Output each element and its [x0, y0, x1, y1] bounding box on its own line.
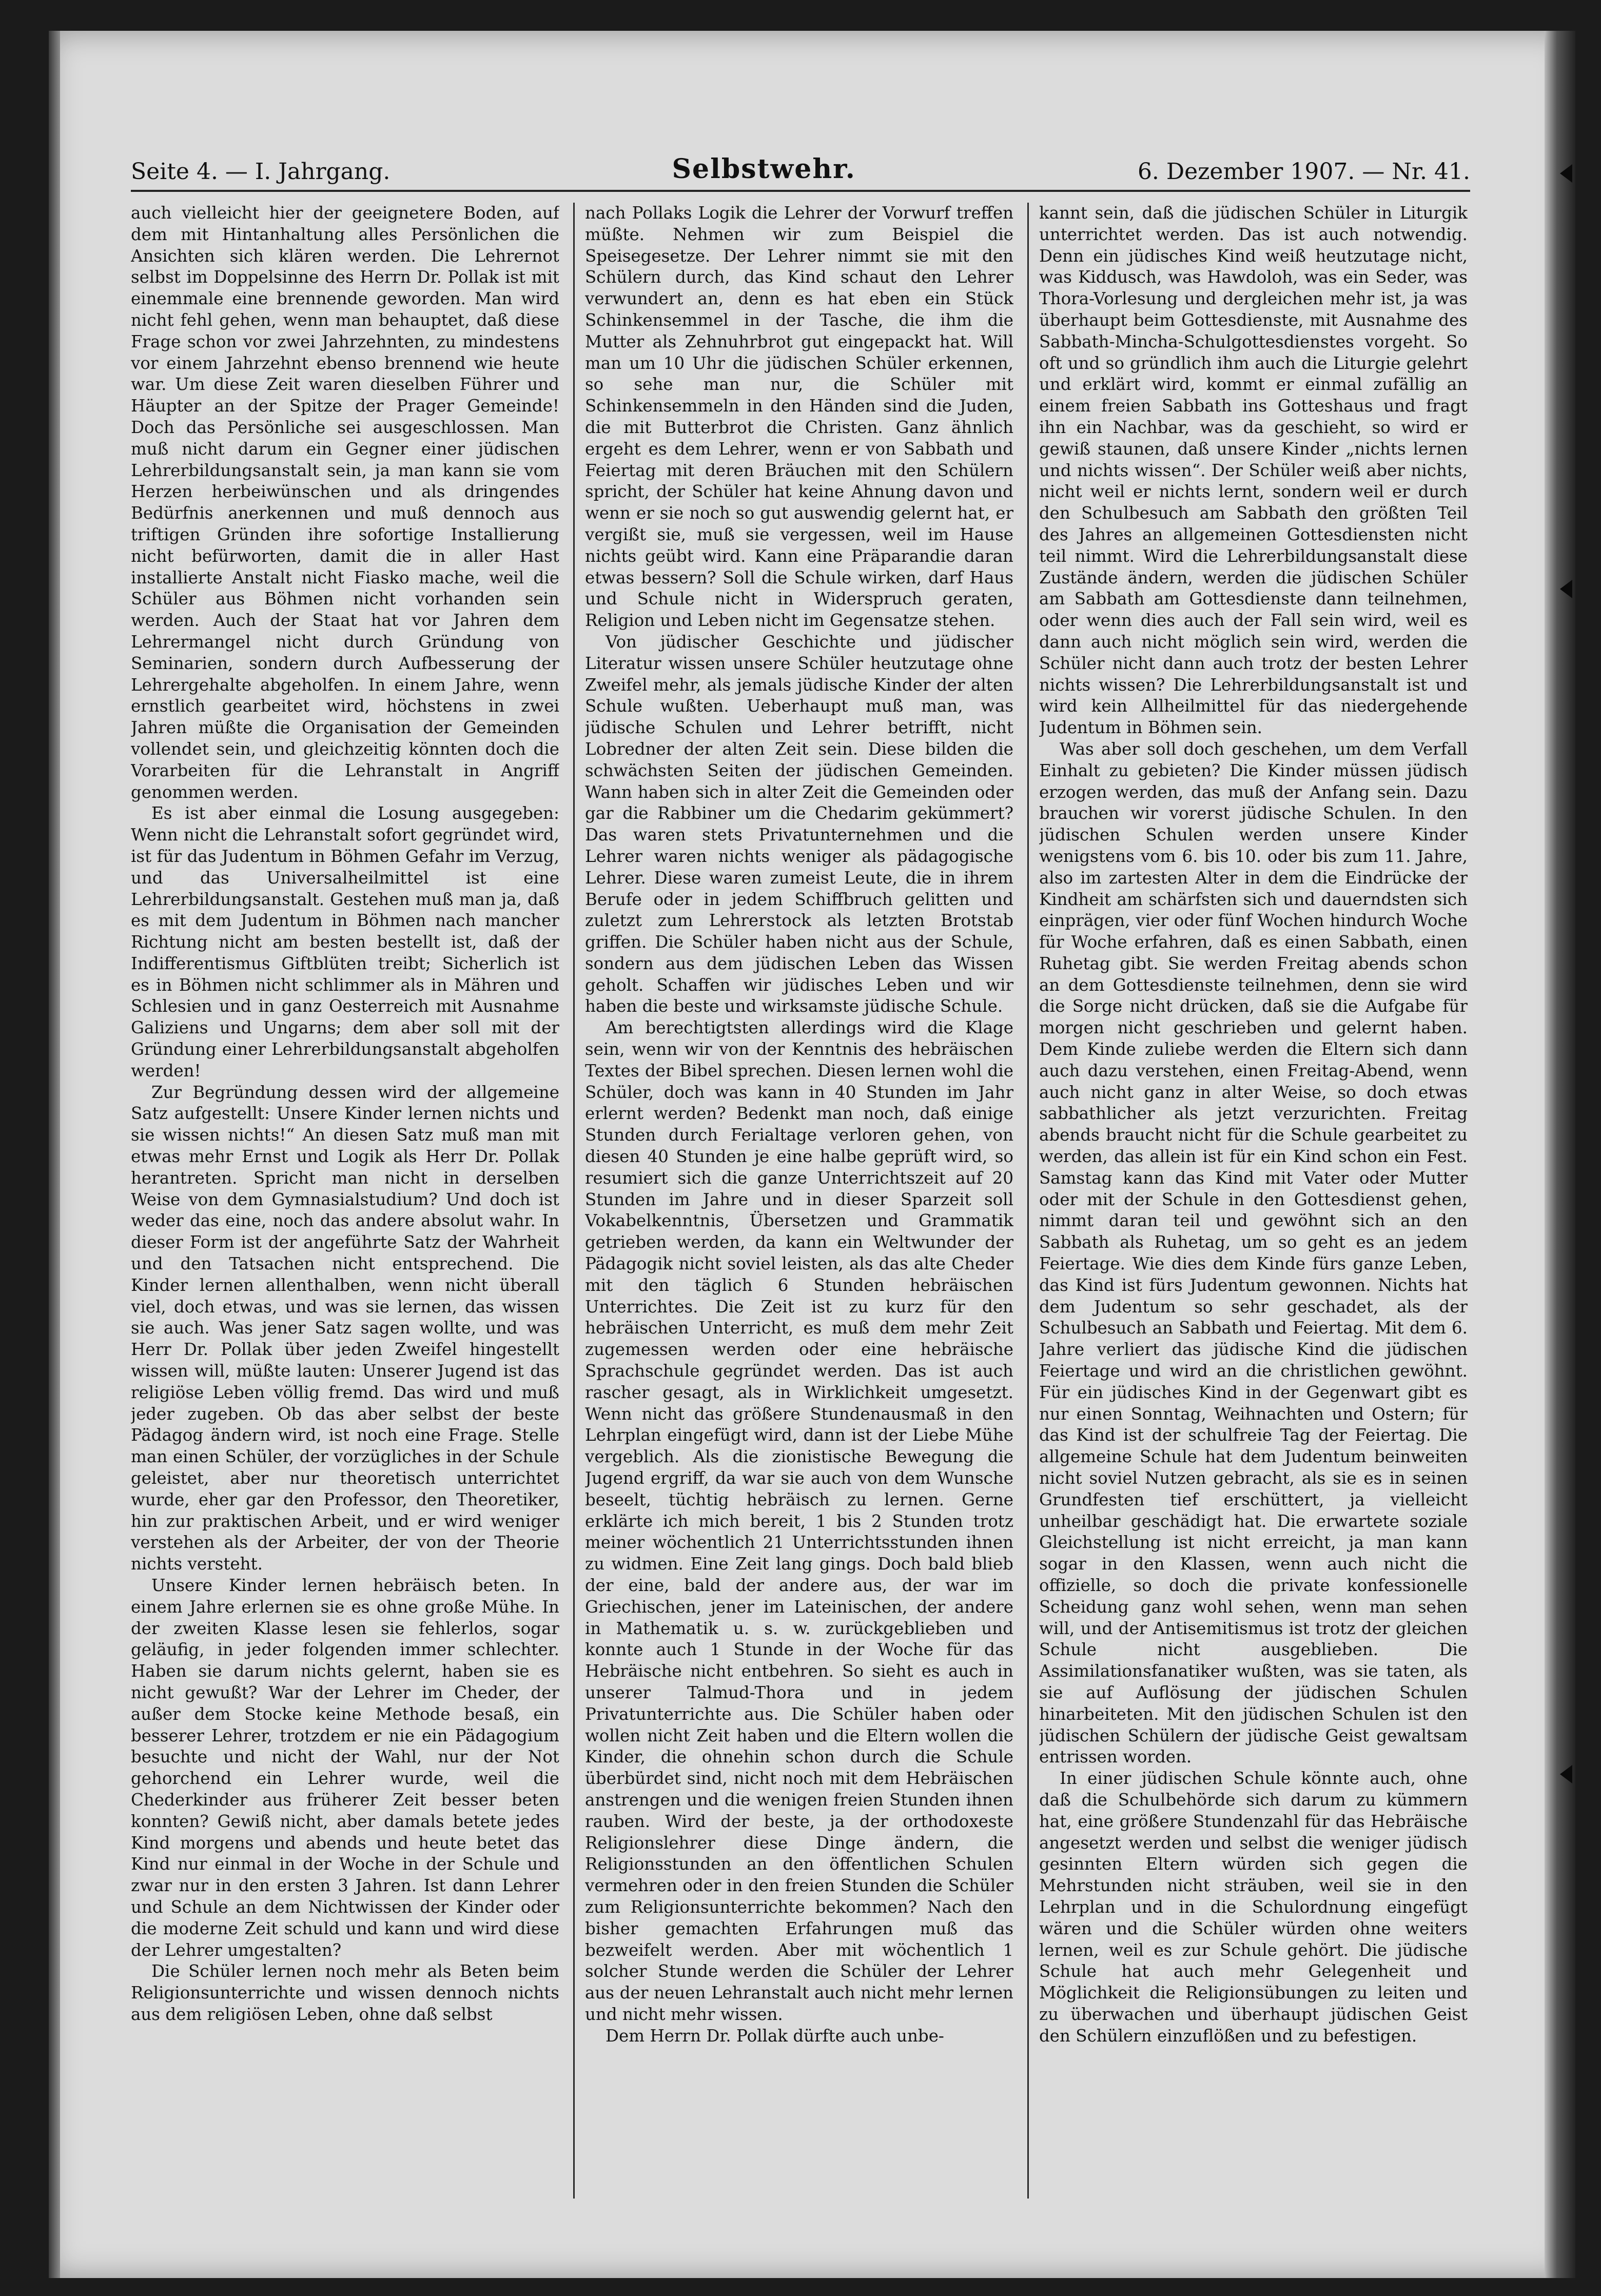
- header-rule: [131, 190, 1470, 192]
- binding-notch-icon: [1560, 580, 1572, 598]
- paragraph: In einer jüdischen Schule könnte auch, ohne daß die Schulbehörde sich darum zu kümmern hat, eine größere Stundenzahl für das Hebräische angesetzt werden und selbst die weniger jüdisch gesinnten Eltern würden sich gegen die Mehrstunden nicht sträuben, weil sie in den Lehrplan und in die Schulordnung eingefügt wären und die Schüler würden ohne weiters lernen, weil es zur Schule gehört. Die jüdische Schule hat auch mehr Gelegenheit und Möglichkeit die Religionsübungen zu leiten und zu überwachen und überhaupt jüdischen Geist den Schülern einzuflößen und zu befestigen.: [1039, 1769, 1468, 2046]
- binding-notch-icon: [1560, 164, 1572, 183]
- masthead-title: Selbstwehr.: [672, 153, 856, 185]
- page-left-edge: [49, 31, 60, 2278]
- column-divider: [1027, 203, 1029, 2199]
- header-page-info: Seite 4. — I. Jahrgang.: [131, 159, 391, 185]
- paragraph: Die Schüler lernen noch mehr als Beten beim Religionsunterrichte und wissen dennoch nichts aus dem religiösen Leben, ohne daß selbst: [131, 1961, 559, 2024]
- paragraph: nach Pollaks Logik die Lehrer der Vorwurf treffen müßte. Nehmen wir zum Beispiel die Speisegesetze. Der Lehrer nimmt sie mit den Schülern durch, das Kind schaut den Lehrer verwundert an, denn es hat eben ein Stück Schinkensemmel in der Tasche, die ihm die Mutter als Zehnuhrbrot gut eingepackt hat. Will man um 10 Uhr die jüdischen Schüler erkennen, so sehe man nur, die Schüler mit Schinkensemmeln in den Händen sind die Juden, die mit Butterbrot die Christen. Ganz ähnlich ergeht es dem Lehrer, wenn er von Sabbath und Feiertag mit deren Bräuchen mit den Schülern spricht, der Schüler hat keine Ahnung davon und wenn er sie noch so gut auswendig gelernt hat, er vergißt sie, muß sie vergessen, weil im Hause nichts geübt wird. Kann eine Präparandie daran etwas bessern? Soll die Schule wirken, darf Haus und Schule nicht in Widerspruch geraten, Religion und Leben nicht im Gegensatze stehen.: [585, 203, 1013, 631]
- binding-notch-icon: [1560, 1765, 1572, 1783]
- paragraph: Es ist aber einmal die Losung ausgegeben: Wenn nicht die Lehranstalt sofort gegründet wird, ist für das Judentum in Böhmen Gefahr im Verzug, und das Universalheilmittel ist eine Lehrerbildungsanstalt. Gestehen muß man ja, daß es mit dem Judentum in Böhmen nach mancher Richtung nicht am besten bestellt ist, daß der Indifferentismus Giftblüten treibt; Sicherlich ist es in Böhmen nicht schlimmer als in Mähren und Schlesien und in ganz Oesterreich mit Ausnahme Galiziens und Ungarns; dem aber soll mit der Gründung einer Lehrerbildungsanstalt abgeholfen werden!: [131, 803, 559, 1081]
- paragraph: Am berechtigtsten allerdings wird die Klage sein, wenn wir von der Kenntnis des hebräischen Textes der Bibel sprechen. Diesen lernen wohl die Schüler, doch was kann in 40 Stunden im Jahr erlernt werden? Bedenkt man noch, daß einige Stunden durch Ferialtage verloren gehen, von diesen 40 Stunden je eine halbe geprüft wird, so resumiert sich die ganze Unterrichtszeit auf 20 Stunden im Jahre und in dieser Sparzeit soll Vokabelkenntnis, Übersetzen und Grammatik getrieben werden, da kann ein Weltwunder der Pädagogik nicht soviel leisten, als das alte Cheder mit den täglich 6 Stunden hebräischen Unterrichtes. Die Zeit ist zu kurz für den hebräischen Unterricht, es muß dem mehr Zeit zugemessen werden oder eine hebräische Sprachschule gegründet werden. Das ist auch rascher gesagt, als in Wirklichkeit umgesetzt. Wenn nicht das größere Stundenausmaß in den Lehrplan eingefügt wird, dann ist der Liebe Mühe vergeblich. Als die zionistische Bewegung die Jugend ergriff, da war sie auch von dem Wunsche beseelt, tüchtig hebräisch zu lernen. Gerne erklärte ich mich bereit, 1 bis 2 Stunden trotz meiner wöchentlich 21 Unterrichtsstunden ihnen zu widmen. Eine Zeit lang gings. Doch bald blieb der eine, bald der andere aus, der war im Griechischen, jener im Lateinischen, der andere in Mathematik u. s. w. zurückgeblieben und konnte auch 1 Stunde in der Woche für das Hebräische nicht entbehren. So sieht es auch in unserer Talmud-Thora und in jedem Privatunterrichte aus. Die Schüler haben oder wollen nicht Zeit haben und die Eltern wollen die Kinder, die ohnehin schon durch die Schule überbürdet sind, nicht noch mit dem Hebräischen anstrengen und die wenigen freien Stunden ihnen rauben. Wird der beste, ja der orthodoxeste Religionslehrer diese Dinge ändern, die Religionsstunden an den öffentlichen Schulen vermehren oder in den freien Stunden die Schüler zum Religionsunterrichte bekommen? Nach den bisher gemachten Erfahrungen muß das bezweifelt werden. Aber mit wöchentlich 1 solcher Stunde werden die Schüler der Lehrer aus der neuen Lehranstalt auch nicht mehr lernen und nicht mehr wissen.: [585, 1018, 1013, 2024]
- article-column-2: [585, 203, 1013, 2199]
- paragraph: auch vielleicht hier der geeignetere Boden, auf dem mit Hintanhaltung alles Persönlichen die Ansichten sich klären werden. Die Lehrernot selbst im Doppelsinne des Herrn Dr. Pollak ist mit einemmale eine brennende geworden. Man wird nicht fehl gehen, wenn man behauptet, daß diese Frage schon vor zwei Jahrzehnten, zu mindestens vor einem Jahrzehnt ebenso brennend wie heute war. Um diese Zeit waren dieselben Führer und Häupter an der Spitze der Prager Gemeinde! Doch das Persönliche sei ausgeschlossen. Man muß nicht darum ein Gegner einer jüdischen Lehrerbildungsanstalt sein, ja man kann sie vom Herzen herbeiwünschen und als dringendes Bedürfnis anerkennen und muß dennoch aus triftigen Gründen ihre sofortige Installierung nicht befürworten, damit die in aller Hast installierte Anstalt nicht Fiasko mache, weil die Schüler aus Böhmen nicht vorhanden sein werden. Auch der Staat hat vor Jahren dem Lehrermangel nicht durch Gründung von Seminarien, sondern durch Aufbesserung der Lehrergehalte abgeholfen. In einem Jahre, wenn ernstlich gearbeitet wird, höchstens in zwei Jahren müßte die Organisation der Gemeinden vollendet sein, und gleichzeitig könnten doch die Vorarbeiten für die Lehranstalt in Angriff genommen werden.: [131, 203, 559, 802]
- article-column-3: [1039, 203, 1468, 2199]
- column-divider: [573, 203, 575, 2199]
- paragraph: Unsere Kinder lernen hebräisch beten. In einem Jahre erlernen sie es ohne große Mühe. In der zweiten Klasse lesen sie fehlerlos, sogar geläufig, in jeder folgenden immer schlechter. Haben sie darum nichts gelernt, haben sie es nicht gewußt? War der Lehrer im Cheder, der außer dem Stocke keine Methode besaß, ein besserer Lehrer, trotzdem er nie ein Pädagogium besuchte und nicht der Wahl, nur der Not gehorchend ein Lehrer wurde, weil die Chederkinder aus früherer Zeit besser beten konnten? Gewiß nicht, aber damals betete jedes Kind morgens und abends und heute betet das Kind nur einmal in der Woche in der Schule und zwar nur in den ersten 3 Jahren. Ist dann Lehrer und Schule an dem Nichtwissen der Kinder oder die moderne Zeit schuld und kann und wird diese der Lehrer umgestalten?: [131, 1576, 559, 1960]
- paragraph: kannt sein, daß die jüdischen Schüler in Liturgik unterrichtet werden. Das ist auch notwendig. Denn ein jüdisches Kind weiß heutzutage nicht, was Kiddusch, was Hawdoloh, was ein Seder, was Thora-Vorlesung und dergleichen mehr ist, ja was überhaupt beim Gottesdienste, mit Ausnahme des Sabbath-Mincha-Schulgottesdienstes vorgeht. So oft und so gründlich ihm auch die Liturgie gelehrt und erklärt wird, kommt er einmal zufällig an einem freien Sabbath ins Gotteshaus und fragt ihn ein Nachbar, was da geschieht, so wird er gewiß staunen, daß unsere Kinder „nichts lernen und nichts wissen“. Der Schüler weiß aber nichts, nicht weil er nichts lernt, sondern weil er durch den Schulbesuch am Sabbath den größten Teil des Jahres an allgemeinen Gottesdiensten nicht teil nimmt. Wird die Lehrerbildungsanstalt diese Zustände ändern, werden die jüdischen Schüler am Sabbath am Gottesdienste dann teilnehmen, oder wenn dies auch der Fall sein wird, weil es dann auch nicht möglich sein wird, werden die Schüler nicht dann auch trotz der besten Lehrer nichts wissen? Die Lehrerbildungsanstalt ist und wird kein Allheilmittel für das niedergehende Judentum in Böhmen sein.: [1039, 203, 1468, 738]
- paragraph: Zur Begründung dessen wird der allgemeine Satz aufgestellt: Unsere Kinder lernen nichts und sie wissen nichts!“ An diesen Satz muß man mit etwas mehr Ernst und Logik als Herr Dr. Pollak herantreten. Spricht man nicht in derselben Weise von dem Gymnasialstudium? Und doch ist weder das eine, noch das andere absolut wahr. In dieser Form ist der angeführte Satz der Wahrheit und den Tatsachen nicht entsprechend. Die Kinder lernen allenthalben, wenn nicht überall viel, doch etwas, und was sie lernen, das wissen sie auch. Was jener Satz sagen wollte, und was Herr Dr. Pollak über jeden Zweifel hingestellt wissen will, müßte lauten: Unserer Jugend ist das religiöse Leben völlig fremd. Das wird und muß jeder zugeben. Ob das aber selbst der beste Pädagog ändern wird, ist noch eine Frage. Stelle man einen Schüler, der vorzügliches in der Schule geleistet, aber nur theoretisch unterrichtet wurde, eher gar den Professor, den Theoretiker, hin zur praktischen Arbeit, und er wird weniger verstehen als der Arbeiter, der von der Theorie nichts versteht.: [131, 1082, 559, 1574]
- page-header: [131, 154, 1470, 185]
- paragraph: Was aber soll doch geschehen, um dem Verfall Einhalt zu gebieten? Die Kinder müssen jüdisch erzogen werden, das muß der Anfang sein. Dazu brauchen wir vorerst jüdische Schulen. In den jüdischen Schulen werden unsere Kinder wenigstens vom 6. bis 10. oder bis zum 11. Jahre, also im zartesten Alter in dem die Eindrücke der Kindheit am schärfsten sich und dauerndsten sich einprägen, vier oder fünf Wochen hindurch Woche für Woche erfahren, daß es einen Sabbath, einen Ruhetag gibt. Sie werden Freitag abends schon an dem Gottesdienste teilnehmen, denn sie wird die Sorge nicht drücken, daß sie die Aufgabe für morgen nicht geschrieben und gelernt haben. Dem Kinde zuliebe werden die Eltern sich dann auch dazu verstehen, einen Freitag-Abend, wenn auch nicht ganz in alter Weise, so doch etwas sabbathlicher als jetzt verzurichten. Freitag abends braucht nicht für die Schule gearbeitet zu werden, das allein ist für ein Kind schon ein Fest. Samstag kann das Kind mit Vater oder Mutter oder mit der Schule in den Gottesdienst gehen, nimmt daran teil und gewöhnt sich an den Sabbath als Ruhetag, um so geht es an jedem Feiertage. Wie dies dem Kinde fürs ganze Leben, das Kind ist fürs Judentum gewonnen. Nichts hat dem Judentum so sehr geschadet, als der Schulbesuch an Sabbath und Feiertag. Mit dem 6. Jahre verliert das jüdische Kind die jüdischen Feiertage und wird an die christlichen gewöhnt. Für ein jüdisches Kind in der Gegenwart gibt es nur einen Sonntag, Weihnachten und Ostern; für das Kind ist der schulfreie Tag der Feiertag. Die allgemeine Schule hat dem Judentum beinweiten nicht soviel Nutzen gebracht, als sie es in seinen Grundfesten tief erschüttert, ja vielleicht unheilbar geschädigt hat. Die erwartete soziale Gleichstellung ist nicht erreicht, ja man kann sogar in den Klassen, wenn auch nicht die offizielle, so doch die private konfessionelle Scheidung ganz wohl sehen, wenn man sehen will, und der Antisemitismus ist trotz der gleichen Schule nicht ausgeblieben. Die Assimilationsfanatiker wußten, was sie taten, als sie auf Auflösung der jüdischen Schulen hinarbeiteten. Mit den jüdischen Schulen ist den jüdischen Schülern der jüdische Geist gewaltsam entrissen worden.: [1039, 739, 1468, 1767]
- article-column-1: [131, 203, 559, 2199]
- paragraph: Dem Herrn Dr. Pollak dürfte auch unbe-: [606, 2026, 944, 2046]
- page-right-edge: [1545, 31, 1575, 2278]
- paragraph: Von jüdischer Geschichte und jüdischer Literatur wissen unsere Schüler heutzutage ohne Zweifel mehr, als jemals jüdische Kinder der alten Schule wußten. Ueberhaupt muß man, was jüdische Schulen und Lehrer betrifft, nicht Lobredner der alten Zeit sein. Diese bilden die schwächsten Seiten der jüdischen Gemeinden. Wann haben sich in alter Zeit die Gemeinden oder gar die Rabbiner um die Chedarim gekümmert? Das waren stets Privatunternehmen und die Lehrer waren nichts weniger als pädagogische Lehrer. Diese waren zumeist Leute, die in ihrem Berufe oder in jedem Schiffbruch gelitten und zuletzt zum Lehrerstock als letzten Brotstab griffen. Die Schüler haben nicht aus der Schule, sondern aus dem jüdischen Leben das Wissen geholt. Schaffen wir jüdisches Leben und wir haben die beste und wirksamste jüdische Schule.: [585, 632, 1013, 1016]
- header-date-issue: 6. Dezember 1907. — Nr. 41.: [1137, 159, 1470, 185]
